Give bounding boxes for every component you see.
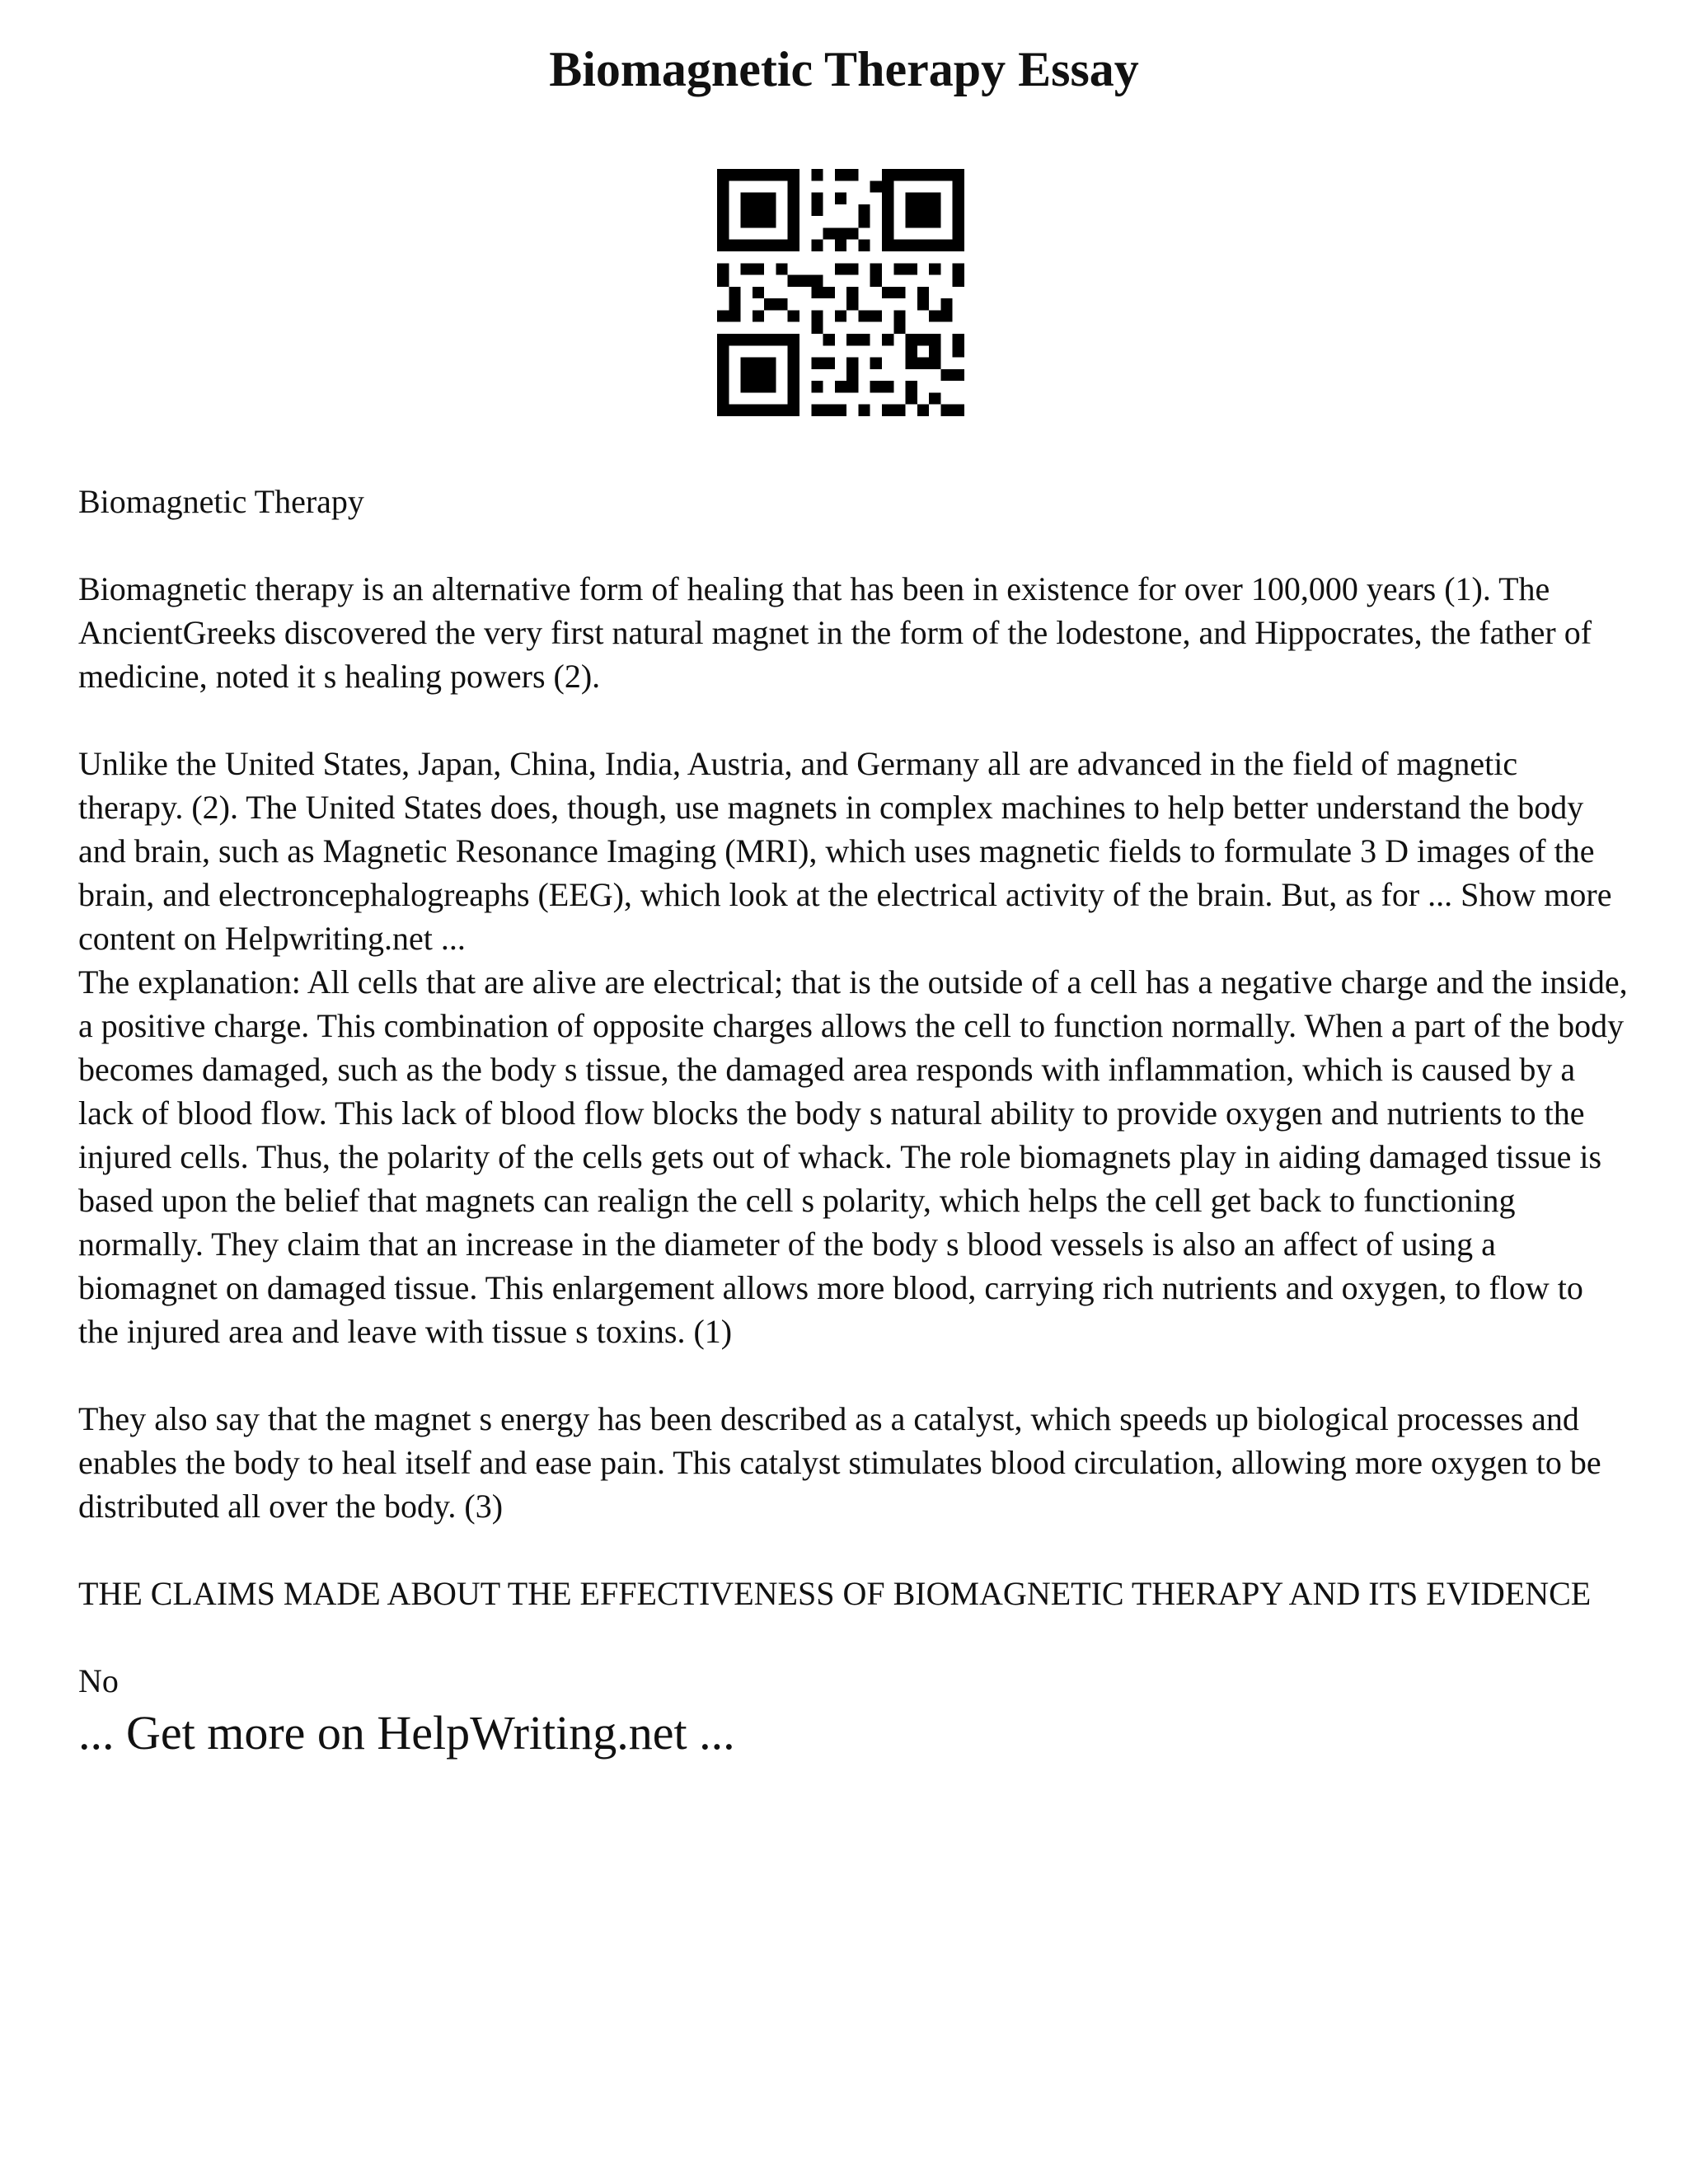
paragraph-international-use: Unlike the United States, Japan, China, India, Austria, and Germany all are advanced in the field of magnetic therapy. (2). The United States does, though, use magnets in complex machines to help better understand the body and brain, such as Magnetic Resonance Imaging (MRI), which uses magnetic fields to formulate 3 D images of the brain, and electroncephalogreaphs (EEG), which look at the electrical activity of the brain. But, as for ... Show more content on Helpwriting.net ... <box>78 745 1612 957</box>
document-title: Biomagnetic Therapy Essay <box>549 42 1139 96</box>
claims-heading: THE CLAIMS MADE ABOUT THE EFFECTIVENESS OF BIOMAGNETIC THERAPY AND ITS EVIDENCE <box>78 1575 1592 1612</box>
get-more-link[interactable]: ... Get more on HelpWriting.net ... <box>78 1706 735 1760</box>
section-heading: Biomagnetic Therapy <box>78 483 364 520</box>
paragraph-spacer <box>78 1528 1628 1572</box>
essay-body <box>78 480 1628 1764</box>
short-answer: No <box>78 1662 119 1699</box>
paragraph-explanation: The explanation: All cells that are alive are electrical; that is the outside of a cell has a negative charge and the inside, a positive charge. This combination of opposite charges allows the cell to function normally. When a part of the body becomes damaged, such as the body s tissue, the damaged area responds with inflammation, which is caused by a lack of blood flow. This lack of blood flow blocks the body s natural ability to provide oxygen and nutrients to the injured cells. Thus, the polarity of the cells gets out of whack. The role biomagnets play in aiding damaged tissue is based upon the belief that magnets can realign the cell s polarity, which helps the cell get back to functioning normally. They claim that an increase in the diameter of the body s blood vessels is also an affect of using a biomagnet on damaged tissue. This enlargement allows more blood, carrying rich nutrients and oxygen, to flow to the injured area and leave with tissue s toxins. (1) <box>78 963 1628 1350</box>
paragraph-catalyst: They also say that the magnet s energy has been described as a catalyst, which speeds up biological processes and enables the body to heal itself and ease pain. This catalyst stimulates blood circulation, allowing more oxygen to be distributed all over the body. (3) <box>78 1400 1601 1525</box>
paragraph-spacer <box>78 1353 1628 1397</box>
paragraph-spacer <box>78 1615 1628 1659</box>
qr-code-icon <box>717 169 964 416</box>
paragraph-spacer <box>78 698 1628 742</box>
paragraph-history: Biomagnetic therapy is an alternative form of healing that has been in existence for over 100,000 years (1). The AncientGreeks discovered the very first natural magnet in the form of the lodestone, and Hippocrates, the father of medicine, noted it s healing powers (2). <box>78 570 1592 695</box>
paragraph-spacer <box>78 523 1628 567</box>
